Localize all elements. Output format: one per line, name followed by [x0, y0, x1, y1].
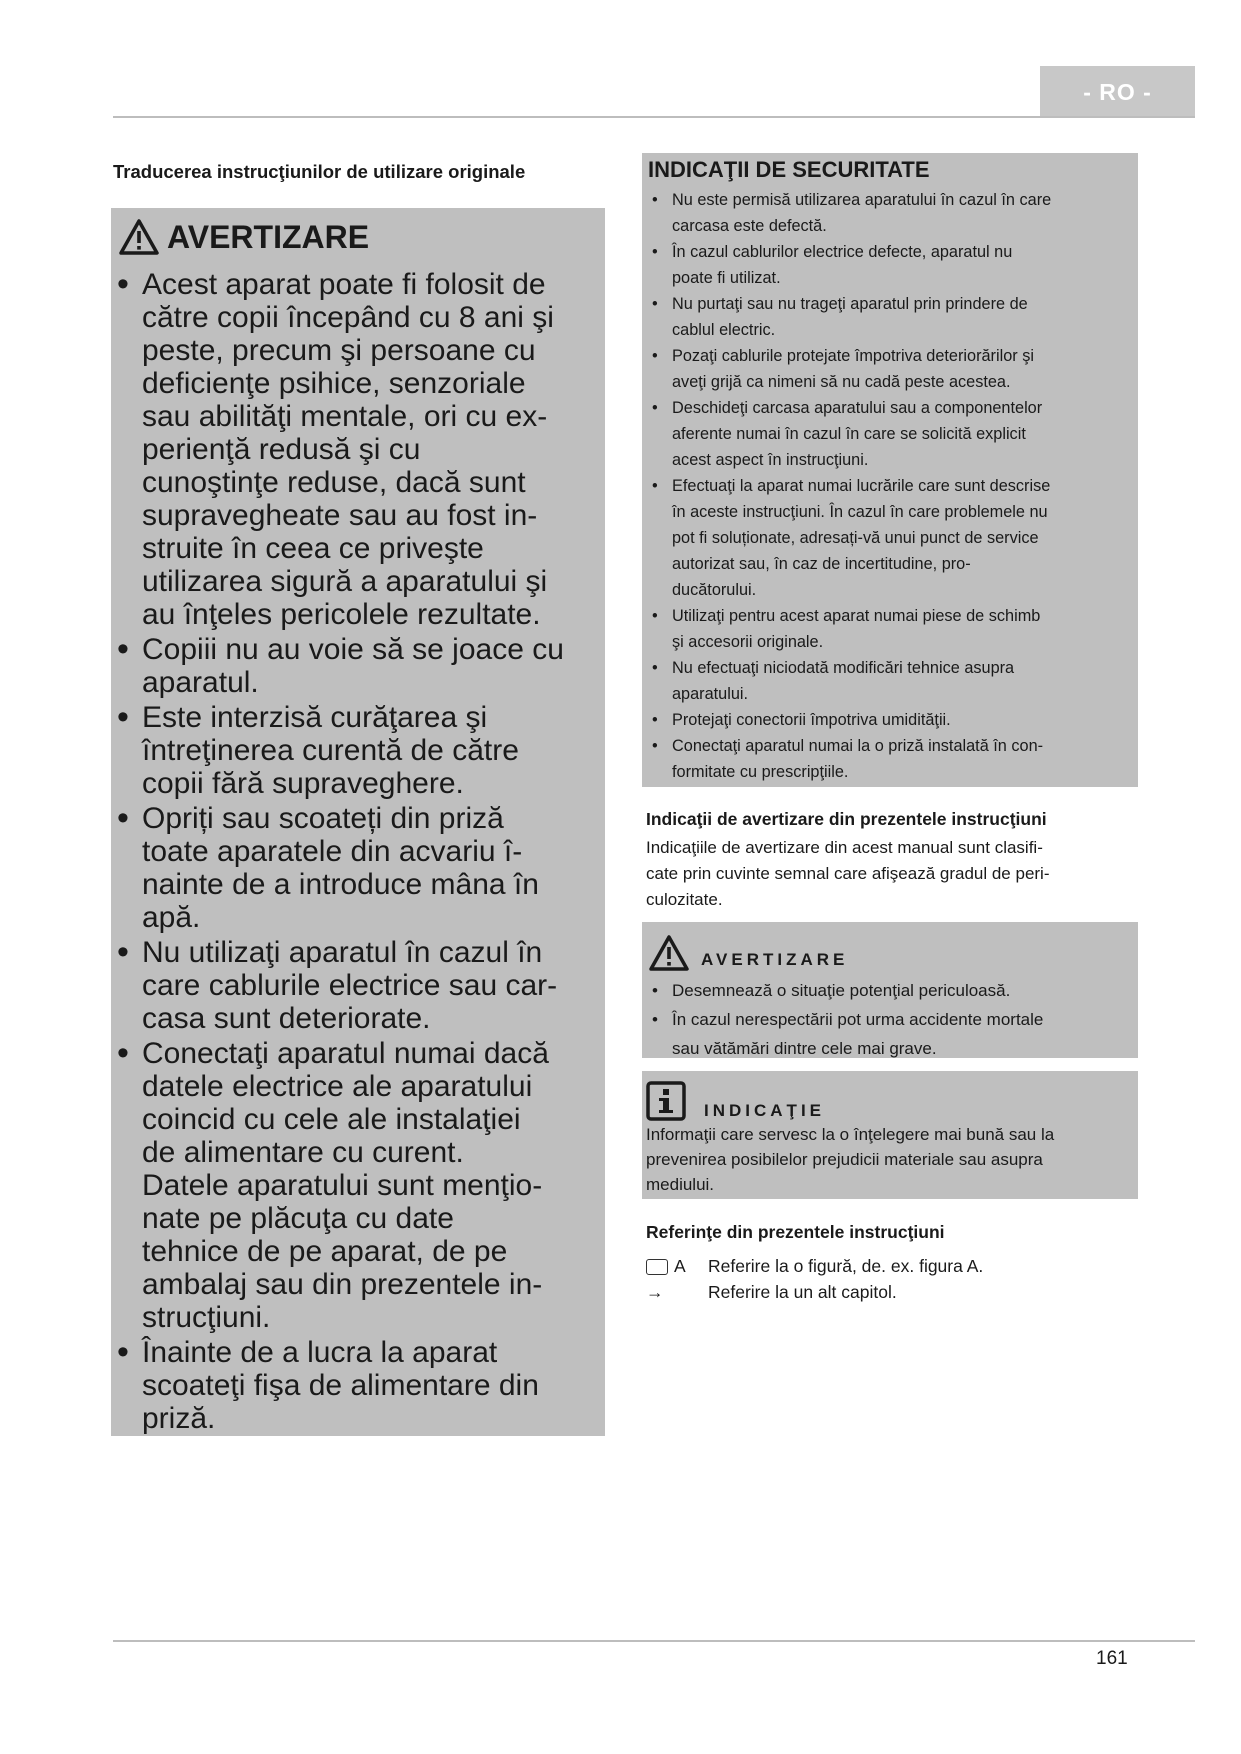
header-divider — [113, 116, 1195, 118]
figure-frame-icon — [646, 1259, 668, 1275]
list-item: • Nu purtaţi sau nu trageţi aparatul prin prindere de cablul electric. — [648, 291, 1138, 343]
figure-reference-text: Referire la o figură, de. ex. figura A. — [708, 1256, 984, 1276]
footer-divider — [113, 1640, 1195, 1642]
list-item: • Efectuaţi la aparat numai lucrările care sunt descrise în aceste instrucţiuni. În cazul în care problemele nu pot fi soluționate, adresați-vă unui punct de service autorizat sau, în caz de incertitudine, pro- ducătorului. — [648, 473, 1138, 603]
list-item: • Conectaţi aparatul numai la o priză instalată în con- formitate cu prescripţiile. — [648, 733, 1138, 785]
avertizare-title: AVERTIZARE — [701, 950, 849, 969]
chapter-reference-row — [646, 1282, 897, 1303]
figure-reference-letter: A — [674, 1256, 686, 1276]
chapter-reference-text: Referire la un alt capitol. — [708, 1282, 897, 1302]
figure-reference-row — [646, 1256, 983, 1277]
warning-triangle-icon — [648, 934, 690, 972]
security-title: INDICAŢII DE SECURITATE — [648, 157, 930, 182]
references-heading: Referinţe din prezentele instrucţiuni — [646, 1222, 945, 1242]
warning-header — [118, 212, 605, 262]
list-item: • Protejaţi conectorii împotriva umidităţii. — [648, 707, 1138, 733]
avertizare-header — [648, 928, 1138, 972]
list-item: • Deschideţi carcasa aparatului sau a componentelor aferente numai în cazul în care se solicită explicit acest aspect în instrucţiuni. — [648, 395, 1138, 473]
security-list — [648, 187, 1138, 785]
list-item: • Copiii nu au voie să se joace cu aparatul. — [118, 633, 605, 699]
page-number: 161 — [1096, 1648, 1128, 1669]
list-item: • Nu efectuaţi niciodată modificări tehnice asupra aparatului. — [648, 655, 1138, 707]
list-item: • Pozaţi cablurile protejate împotriva deteriorărilor şi aveţi grijă ca nimeni să nu cadă peste acestea. — [648, 343, 1138, 395]
list-item: • Opriți sau scoateți din priză toate aparatele din acvariu î- nainte de a introduce mâna în apă. — [118, 802, 605, 934]
info-icon — [646, 1081, 686, 1121]
indicatie-title: INDICAŢIE — [704, 1101, 825, 1120]
avertizare-list — [648, 976, 1138, 1063]
list-item: • În cazul nerespectării pot urma accidente mortale sau vătămări dintre cele mai grave. — [648, 1005, 1138, 1063]
signal-words-text: Indicaţiile de avertizare din acest manual sunt clasifi- cate prin cuvinte semnal care afişează gradul de peri- culozitate. — [646, 838, 1050, 909]
arrow-right-icon: → — [646, 1282, 664, 1302]
list-item: • Nu este permisă utilizarea aparatului în cazul în care carcasa este defectă. — [648, 187, 1138, 239]
warning-triangle-icon — [118, 218, 160, 256]
signal-words-heading: Indicaţii de avertizare din prezentele instrucţiuni — [646, 809, 1047, 829]
indicatie-header — [646, 1077, 1138, 1121]
list-item: • În cazul cablurilor electrice defecte, aparatul nu poate fi utilizat. — [648, 239, 1138, 291]
language-tab: - RO - — [1040, 66, 1195, 118]
list-item: • Desemnează o situaţie potenţial periculoasă. — [648, 976, 1138, 1005]
avertizare-box — [642, 922, 1138, 1058]
list-item: • Acest aparat poate fi folosit de către copii începând cu 8 ani şi peste, precum şi persoane cu deficienţe psihice, senzoriale sau abilităţi mentale, ori cu ex- perienţă redusă şi cu cunoştinţe reduse, dacă sunt supravegheate sau au fost in- struite în ceea ce priveşte utilizarea sigură a aparatului şi au înţeles pericolele rezultate. — [118, 268, 605, 631]
indicatie-box — [642, 1071, 1138, 1199]
list-item: • Conectaţi aparatul numai dacă datele electrice ale aparatului coincid cu cele ale instalaţiei de alimentare cu curent. Datele aparatului sunt menţio- nate pe plăcuţa cu date tehnice de pe aparat, de pe ambalaj sau din prezentele in- strucţiuni. — [118, 1037, 605, 1334]
warning-title: AVERTIZARE — [167, 218, 370, 255]
list-item: • Este interzisă curăţarea şi întreţinerea curentă de către copii fără supraveghere. — [118, 701, 605, 800]
list-item: • Înainte de a lucra la aparat scoateţi fişa de alimentare din priză. — [118, 1336, 605, 1435]
list-item: • Nu utilizaţi aparatul în cazul în care cablurile electrice sau car- casa sunt deteriorate. — [118, 936, 605, 1035]
warning-list — [118, 268, 605, 1435]
list-item: • Utilizaţi pentru acest aparat numai piese de schimb şi accesorii originale. — [648, 603, 1138, 655]
security-box — [642, 153, 1138, 787]
warning-box — [111, 208, 605, 1436]
document-subtitle: Traducerea instrucţiunilor de utilizare originale — [113, 161, 526, 182]
indicatie-text: Informaţii care servesc la o înţelegere mai bună sau la prevenirea posibilelor prejudicii materiale sau asupra mediului. — [646, 1125, 1055, 1194]
figure-reference-symbol — [646, 1256, 708, 1277]
